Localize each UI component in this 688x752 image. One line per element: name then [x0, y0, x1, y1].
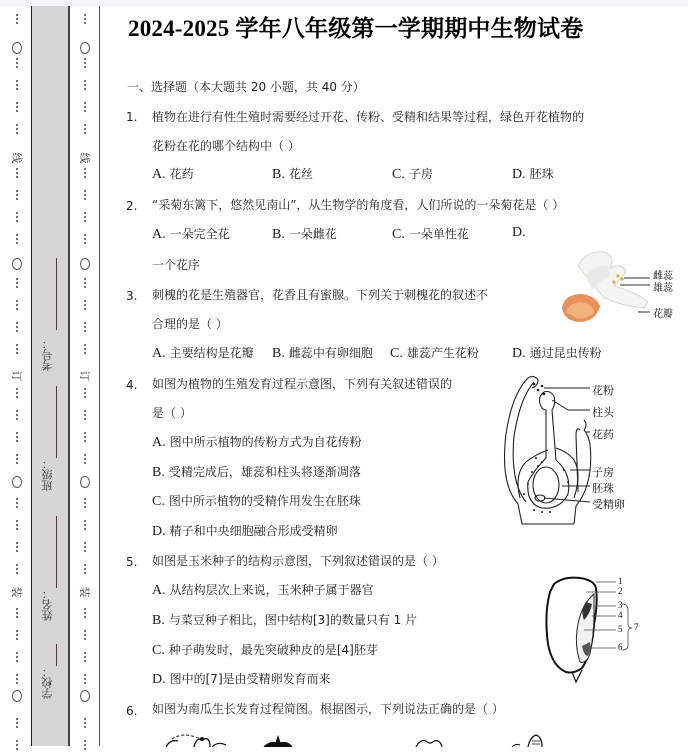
dotted-ellipsis	[16, 212, 18, 224]
question-number: 5.	[126, 555, 138, 569]
seal-circle-icon	[80, 476, 90, 488]
dotted-ellipsis	[84, 124, 86, 136]
seal-char: 装	[10, 586, 23, 598]
dotted-ellipsis	[84, 454, 86, 466]
dotted-ellipsis	[84, 498, 86, 510]
option-letter: A.	[152, 435, 166, 450]
dotted-ellipsis	[16, 124, 18, 136]
dotted-ellipsis	[16, 542, 18, 554]
option-d[interactable]	[512, 344, 602, 362]
seal-circle-icon	[80, 42, 90, 54]
label-ovary: 子房	[592, 466, 614, 479]
dotted-ellipsis	[84, 718, 86, 730]
seal-circle-icon	[80, 258, 90, 270]
dotted-ellipsis	[84, 608, 86, 620]
dotted-ellipsis	[84, 388, 86, 400]
dotted-ellipsis	[16, 718, 18, 730]
option-text: 图中的[7]是由受精卵发育而来	[169, 672, 331, 686]
dotted-ellipsis	[84, 322, 86, 334]
option-c[interactable]	[390, 344, 479, 362]
option-a[interactable]	[152, 344, 254, 362]
dotted-ellipsis	[16, 652, 18, 664]
section-heading: 一、选择题（本大题共 20 小题，共 40 分）	[127, 80, 365, 94]
label-stamen: 雄蕊	[653, 283, 673, 294]
dotted-ellipsis	[84, 80, 86, 92]
option-b[interactable]	[272, 344, 373, 362]
question-number: 1.	[126, 110, 138, 124]
option-text: 种子萌发时，最先突破种皮的是[4]胚芽	[168, 643, 378, 657]
locust-flower-photo	[556, 246, 686, 326]
option-text: 子房	[408, 167, 433, 181]
seal-char: 订	[10, 370, 23, 382]
exam-number-underline	[56, 258, 57, 330]
question-text: “采菊东篱下，悠然见南山”，从生物学的角度看，人们所说的一朵菊花是（ ）	[152, 198, 565, 212]
dotted-ellipsis	[84, 674, 86, 686]
option-text: 一朵单性花	[408, 227, 469, 241]
dotted-ellipsis	[84, 300, 86, 312]
dotted-ellipsis	[16, 608, 18, 620]
option-c[interactable]	[392, 225, 469, 243]
question-number: 4.	[126, 378, 138, 392]
option-letter: C.	[390, 346, 403, 361]
class-field[interactable]	[34, 386, 66, 516]
dotted-ellipsis	[84, 520, 86, 532]
option-d-continuation[interactable]: 一个花序	[152, 258, 201, 272]
option-text: 图中所示植物的传粉方式为自花传粉	[169, 435, 362, 449]
dotted-ellipsis	[16, 388, 18, 400]
label-zygote: 受精卵	[592, 498, 625, 511]
dotted-ellipsis	[16, 300, 18, 312]
dotted-ellipsis	[84, 344, 86, 356]
seal-circle-icon	[12, 42, 22, 54]
option-letter: B.	[272, 227, 285, 242]
school-field[interactable]	[34, 646, 66, 706]
class-underline	[56, 386, 57, 458]
option-text: 通过昆虫传粉	[529, 346, 602, 360]
label-ovule: 胚珠	[592, 482, 614, 495]
dotted-ellipsis	[16, 168, 18, 180]
option-text: 从结构层次上来说，玉米种子属于器官	[169, 583, 374, 597]
dotted-ellipsis	[84, 740, 86, 752]
dotted-ellipsis	[16, 432, 18, 444]
option-text: 花丝	[288, 167, 313, 181]
dotted-ellipsis	[16, 58, 18, 70]
option-b[interactable]	[152, 611, 417, 629]
dotted-ellipsis	[84, 432, 86, 444]
option-text: 雄蕊产生花粉	[406, 346, 479, 360]
option-d[interactable]	[152, 522, 338, 540]
question-text: 是（ ）	[152, 406, 192, 420]
dotted-ellipsis	[16, 190, 18, 202]
option-text: 精子和中央细胞融合形成受精卵	[169, 524, 338, 538]
dotted-ellipsis	[16, 454, 18, 466]
name-label: 姓名：	[41, 588, 54, 621]
option-letter: D.	[152, 672, 166, 687]
option-text: 图中所示植物的受精作用发生在胚珠	[168, 494, 361, 508]
dotted-ellipsis	[16, 674, 18, 686]
dotted-ellipsis	[16, 14, 18, 26]
dotted-ellipsis	[16, 740, 18, 752]
option-a[interactable]	[152, 433, 362, 451]
dotted-ellipsis	[84, 278, 86, 290]
dotted-ellipsis	[84, 630, 86, 642]
option-text: 一朵雌花	[288, 227, 337, 241]
question-number: 3.	[126, 289, 138, 303]
option-c[interactable]	[152, 641, 378, 659]
label-5: 5	[618, 624, 623, 634]
option-letter: D.	[512, 225, 526, 240]
option-text: 受精完成后，雄蕊和柱头将逐渐凋落	[168, 465, 361, 479]
option-letter: D.	[512, 167, 526, 182]
top-bar	[0, 0, 688, 6]
exam-number-field[interactable]	[34, 256, 66, 386]
option-letter: C.	[152, 494, 165, 509]
question-text: 刺槐的花是生殖器官，花香且有蜜腺。下列关于刺槐花的叙述不	[152, 288, 489, 302]
option-letter: B.	[152, 613, 165, 628]
dotted-ellipsis	[84, 168, 86, 180]
seal-char: 线	[10, 152, 23, 164]
question-text: 如图为南瓜生长发育过程简图。根据图示，下列说法正确的是（ ）	[152, 702, 504, 716]
seal-char: 订	[78, 370, 91, 382]
option-a[interactable]	[152, 165, 194, 183]
option-letter: C.	[392, 167, 405, 182]
question-number: 2.	[126, 199, 138, 213]
name-underline	[56, 516, 57, 588]
dotted-ellipsis	[84, 410, 86, 422]
label-anther: 花药	[592, 428, 614, 441]
option-c[interactable]	[392, 165, 433, 183]
option-letter: C.	[152, 643, 165, 658]
option-d[interactable]	[512, 225, 530, 241]
dotted-ellipsis	[84, 212, 86, 224]
option-letter: C.	[392, 227, 405, 242]
option-letter: A.	[152, 346, 166, 361]
question-text: 如图为植物的生殖发育过程示意图，下列有关叙述错误的	[152, 377, 453, 391]
dotted-ellipsis	[16, 234, 18, 246]
label-6: 6	[618, 642, 623, 652]
exam-number-label: 考号：	[41, 338, 54, 371]
question-text: 植物在进行有性生殖时需要经过开花、传粉、受精和结果等过程，绿色开花植物的	[152, 110, 585, 124]
dotted-ellipsis	[84, 564, 86, 576]
option-letter: B.	[272, 346, 285, 361]
option-a[interactable]	[152, 581, 374, 599]
dotted-ellipsis	[16, 520, 18, 532]
label-stigma: 柱头	[592, 406, 614, 419]
option-c[interactable]	[152, 492, 361, 510]
seal-circle-icon	[12, 258, 22, 270]
seal-circle-icon	[80, 690, 90, 702]
option-letter: D.	[152, 524, 166, 539]
option-letter: B.	[152, 465, 165, 480]
question-text: 如图是玉米种子的结构示意图，下列叙述错误的是（ ）	[152, 554, 444, 568]
dotted-ellipsis	[84, 234, 86, 246]
option-text: 一朵完全花	[169, 227, 230, 241]
inner-seal-line	[78, 6, 92, 746]
dotted-ellipsis	[84, 14, 86, 26]
option-letter: A.	[152, 167, 166, 182]
question-number: 6.	[126, 704, 138, 718]
label-7: 7	[634, 622, 639, 632]
dotted-ellipsis	[84, 190, 86, 202]
dotted-ellipsis	[16, 344, 18, 356]
dotted-ellipsis	[16, 322, 18, 334]
dotted-ellipsis	[16, 630, 18, 642]
dotted-ellipsis	[16, 278, 18, 290]
seal-circle-icon	[12, 476, 22, 488]
option-letter: D.	[512, 346, 526, 361]
option-letter: B.	[272, 167, 285, 182]
school-label: 学校：	[41, 666, 54, 699]
option-text: 主要结构是花瓣	[169, 346, 254, 360]
label-4: 4	[618, 610, 623, 620]
option-text: 与菜豆种子相比，图中结构[3]的数量只有 1 片	[168, 613, 418, 627]
dotted-ellipsis	[16, 498, 18, 510]
label-pistil: 雌蕊	[653, 271, 673, 282]
seal-char: 装	[78, 586, 91, 598]
pumpkin-growth-diagram	[160, 732, 580, 746]
flower-fertilization-diagram	[498, 374, 648, 534]
label-2: 2	[618, 586, 623, 596]
dotted-ellipsis	[84, 102, 86, 114]
option-b[interactable]	[152, 463, 361, 481]
option-b[interactable]	[272, 225, 337, 243]
dotted-ellipsis	[84, 542, 86, 554]
dotted-ellipsis	[16, 564, 18, 576]
dotted-ellipsis	[84, 652, 86, 664]
option-d[interactable]	[512, 165, 554, 183]
student-info-band	[31, 6, 70, 746]
label-1: 1	[618, 576, 623, 586]
label-pollen: 花粉	[592, 384, 614, 397]
class-label: 班级：	[41, 458, 54, 491]
option-a[interactable]	[152, 225, 230, 243]
option-letter: A.	[152, 227, 166, 242]
school-underline	[56, 644, 57, 666]
question-text: 合理的是（ ）	[152, 317, 228, 331]
option-letter: A.	[152, 583, 166, 598]
name-field[interactable]	[34, 516, 66, 646]
margin-divider	[99, 6, 100, 746]
question-text: 花粉在花的哪个结构中（ ）	[152, 139, 300, 153]
option-text: 花药	[169, 167, 194, 181]
option-b[interactable]	[272, 165, 313, 183]
option-d[interactable]	[152, 670, 331, 688]
option-text: 胚珠	[529, 167, 554, 181]
option-text: 雌蕊中有卵细胞	[288, 346, 373, 360]
label-3: 3	[618, 600, 623, 610]
corn-seed-diagram	[540, 574, 660, 684]
outer-seal-line	[10, 6, 24, 746]
dotted-ellipsis	[84, 58, 86, 70]
dotted-ellipsis	[16, 410, 18, 422]
seal-char: 线	[78, 152, 91, 164]
seal-circle-icon	[12, 690, 22, 702]
label-petal: 花瓣	[653, 309, 673, 320]
dotted-ellipsis	[16, 80, 18, 92]
dotted-ellipsis	[16, 102, 18, 114]
binding-margin	[0, 6, 102, 746]
exam-title: 2024-2025 学年八年级第一学期期中生物试卷	[128, 16, 584, 41]
